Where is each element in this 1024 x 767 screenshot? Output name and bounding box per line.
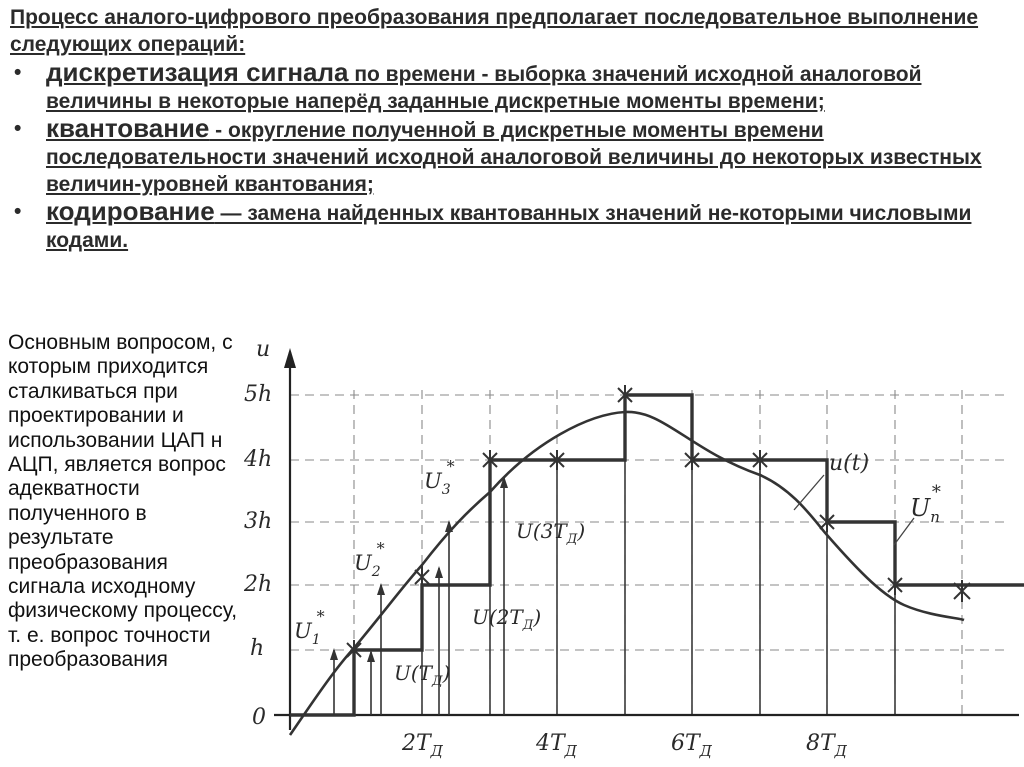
origin-label: 0 [252,705,266,730]
sample-verticals [422,395,895,715]
slide-text [10,4,1014,254]
bullet-dot: • [14,117,22,140]
level-label-h: h [250,636,265,661]
value-label-u-3t: $U(3T_Д)$ [516,519,586,547]
level-label-5h: 5h [244,382,273,407]
bullet-quantization [10,115,1014,198]
level-label-4h: 4h [244,447,273,472]
x-tick-2t: $2T_Д$ [402,731,443,760]
term-discretization: дискретизация сигнала [46,57,349,87]
staircase-label: $U_п*$ [910,482,941,526]
bullet-discretization [10,59,1014,115]
sample-label-u3: $U_3*$ [424,457,455,498]
adc-diagram [234,330,1024,767]
axes [274,348,1019,730]
y-axis-label: u [256,337,271,362]
bullet-dot: • [14,200,22,223]
bullet-coding [10,198,1014,254]
value-label-u-2t: $U(2T_Д)$ [472,605,542,633]
sample-label-u1: $U_1*$ [294,607,325,648]
definition-discretization: по времени - выборка значений исходной аналоговой величины в некоторые наперёд заданные дискретные моменты времени; [46,63,922,113]
level-label-2h: 2h [244,572,273,597]
level-label-3h: 3h [244,509,273,534]
curve-label: u(t) [829,451,870,476]
value-label-u-t: $U(T_Д)$ [394,661,451,689]
side-text: Основным вопросом, с которым приходится сталкиваться при проектировании и использовании ЦАП н АЦП, является вопрос адекватности полученного в результате преобразования сигнала исходному физическому процессу, т. е. вопрос точности преобразования [8,331,238,672]
y-axis-arrow [284,348,296,368]
x-tick-4t: $4T_Д$ [536,731,577,760]
x-tick-8t: $8T_Д$ [806,731,847,760]
x-tick-6t: $6T_Д$ [671,731,712,760]
definition-quantization: - округление полученной в дискретные моменты времени последовательности значений исходной аналоговой величины до некоторых известных величин-уровней квантования; [46,119,982,196]
term-quantization: квантование [46,113,210,143]
bullet-dot: • [14,61,22,84]
term-coding: кодирование [46,196,215,226]
definition-coding: — замена найденных квантованных значений не-которыми числовыми кодами. [46,202,972,252]
sample-label-u2: $U_2*$ [354,539,385,580]
heading: Процесс аналого-цифрового преобразования предполагает последовательное выполнение следующих операций: [10,6,979,56]
